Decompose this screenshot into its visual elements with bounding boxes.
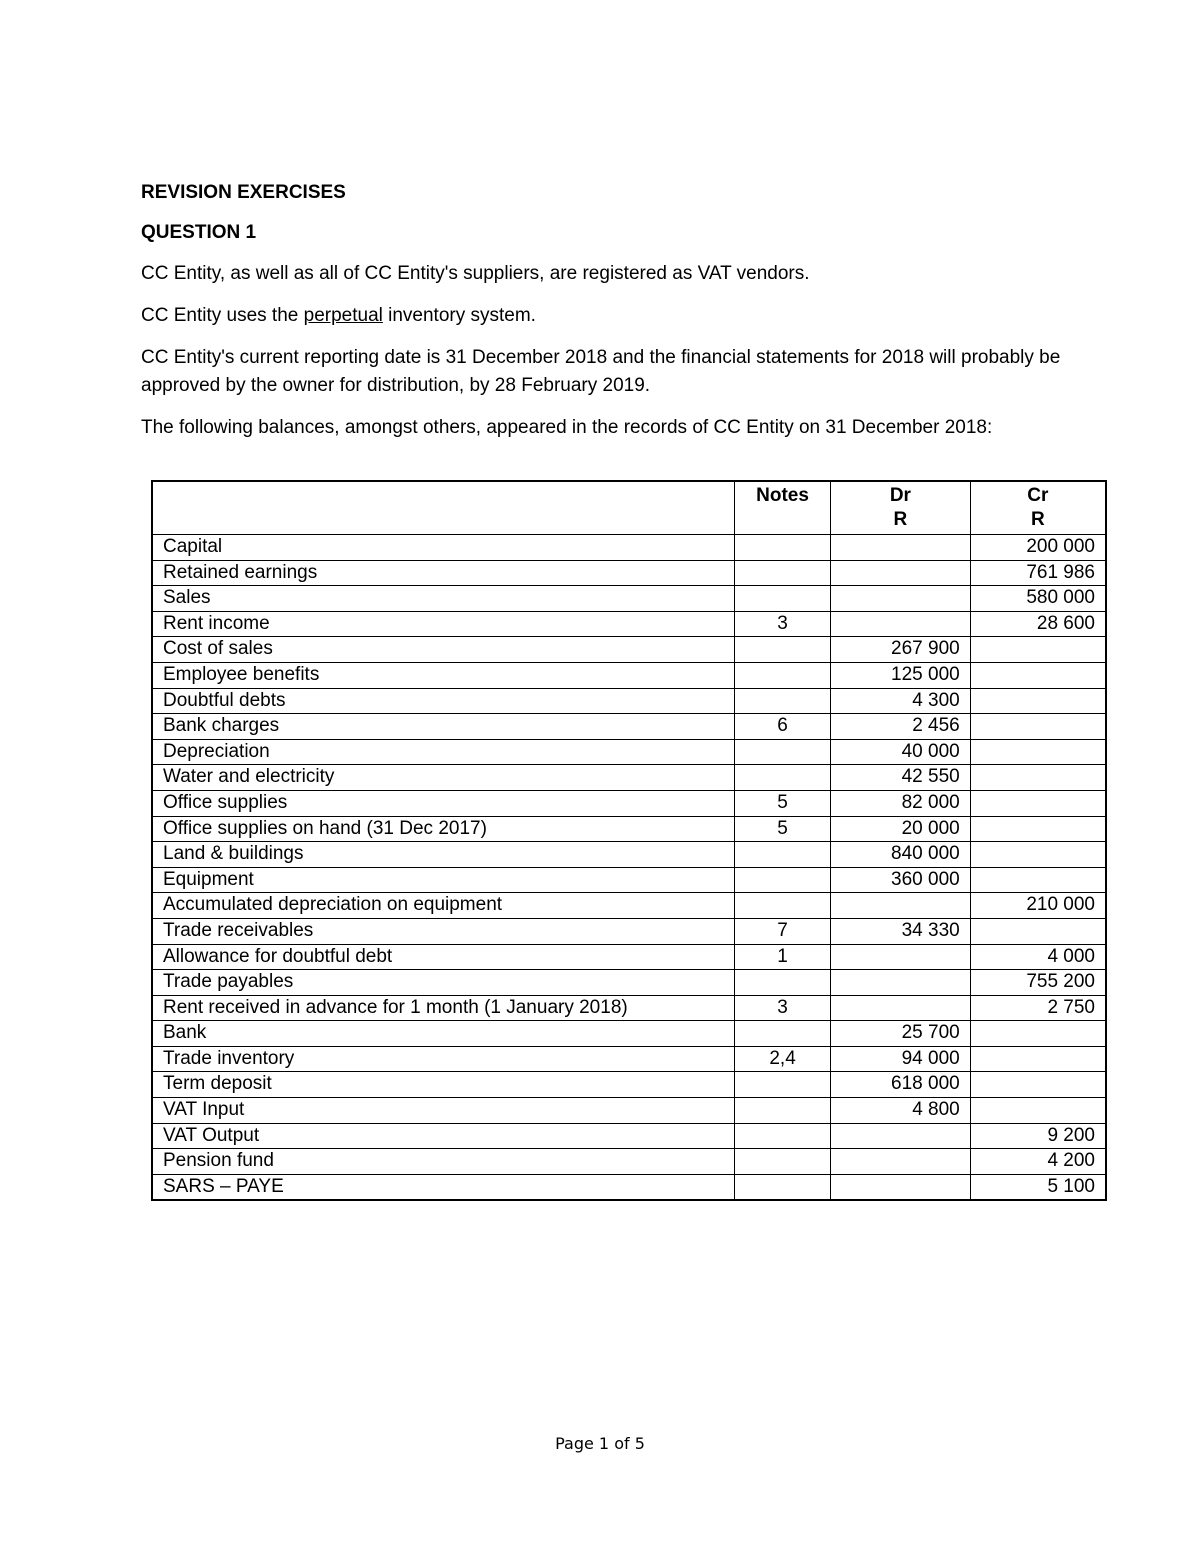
cell-cr — [970, 1072, 1106, 1098]
table-row — [152, 739, 1106, 765]
cell-cr: 761 986 — [970, 560, 1106, 586]
cell-cr: 4 200 — [970, 1149, 1106, 1175]
cell-cr — [970, 842, 1106, 868]
table-row — [152, 816, 1106, 842]
cell-notes — [735, 867, 831, 893]
cell-description: Accumulated depreciation on equipment — [152, 893, 735, 919]
cell-cr: 5 100 — [970, 1174, 1106, 1200]
cell-description: Bank — [152, 1021, 735, 1047]
table-row — [152, 1149, 1106, 1175]
cell-dr: 125 000 — [831, 662, 971, 688]
table-row — [152, 662, 1106, 688]
paragraph-text: CC Entity uses the — [141, 305, 304, 326]
cell-cr — [970, 714, 1106, 740]
cell-dr: 20 000 — [831, 816, 971, 842]
cell-dr — [831, 970, 971, 996]
cell-description: Land & buildings — [152, 842, 735, 868]
cell-notes — [735, 970, 831, 996]
cell-cr: 200 000 — [970, 535, 1106, 561]
paragraph-vat-vendors: CC Entity, as well as all of CC Entity's suppliers, are registered as VAT vendors. — [141, 263, 810, 284]
cell-cr — [970, 662, 1106, 688]
cell-cr — [970, 790, 1106, 816]
cell-notes: 3 — [735, 611, 831, 637]
cell-notes: 5 — [735, 816, 831, 842]
cell-cr — [970, 739, 1106, 765]
table-row — [152, 765, 1106, 791]
cell-cr — [970, 1021, 1106, 1047]
cell-cr — [970, 1046, 1106, 1072]
table-row — [152, 867, 1106, 893]
cell-dr — [831, 893, 971, 919]
table-body — [152, 535, 1106, 1201]
paragraph-inventory-system — [141, 302, 1071, 330]
cell-description: Cost of sales — [152, 637, 735, 663]
cell-notes — [735, 662, 831, 688]
header-description — [152, 481, 735, 535]
cell-notes — [735, 1149, 831, 1175]
cell-dr: 618 000 — [831, 1072, 971, 1098]
cell-dr: 360 000 — [831, 867, 971, 893]
table-row — [152, 637, 1106, 663]
table-row — [152, 1123, 1106, 1149]
cell-dr — [831, 995, 971, 1021]
cell-dr: 2 456 — [831, 714, 971, 740]
cell-description: Depreciation — [152, 739, 735, 765]
cell-notes: 6 — [735, 714, 831, 740]
table-row — [152, 995, 1106, 1021]
table-row — [152, 970, 1106, 996]
table-row — [152, 560, 1106, 586]
cell-notes: 2,4 — [735, 1046, 831, 1072]
cell-description: Office supplies — [152, 790, 735, 816]
table-row — [152, 1072, 1106, 1098]
header-cr-unit: R — [1031, 509, 1045, 530]
cell-description: Allowance for doubtful debt — [152, 944, 735, 970]
cell-description: Sales — [152, 586, 735, 612]
cell-description: Retained earnings — [152, 560, 735, 586]
cell-cr: 2 750 — [970, 995, 1106, 1021]
cell-cr — [970, 918, 1106, 944]
cell-cr — [970, 816, 1106, 842]
header-cr — [970, 481, 1106, 535]
cell-notes — [735, 1021, 831, 1047]
header-dr-unit: R — [893, 509, 908, 530]
table-header-row — [152, 481, 1106, 535]
cell-dr: 42 550 — [831, 765, 971, 791]
page-footer: Page 1 of 5 — [555, 1434, 645, 1453]
cell-notes — [735, 1098, 831, 1124]
paragraph-text: inventory system. — [382, 305, 536, 326]
balances-table — [151, 480, 1107, 1201]
document-body — [141, 180, 1071, 456]
cell-description: Employee benefits — [152, 662, 735, 688]
cell-description: VAT Output — [152, 1123, 735, 1149]
cell-notes: 1 — [735, 944, 831, 970]
table-row — [152, 944, 1106, 970]
cell-dr: 94 000 — [831, 1046, 971, 1072]
cell-cr — [970, 637, 1106, 663]
document-title: REVISION EXERCISES — [141, 182, 346, 203]
cell-notes: 3 — [735, 995, 831, 1021]
cell-notes — [735, 535, 831, 561]
table-row — [152, 714, 1106, 740]
cell-description: Doubtful debts — [152, 688, 735, 714]
cell-description: Trade payables — [152, 970, 735, 996]
header-dr — [831, 481, 971, 535]
table-row — [152, 790, 1106, 816]
cell-notes — [735, 1123, 831, 1149]
cell-dr: 4 300 — [831, 688, 971, 714]
underlined-term: perpetual — [303, 305, 383, 326]
cell-dr — [831, 611, 971, 637]
cell-cr: 9 200 — [970, 1123, 1106, 1149]
table-row — [152, 535, 1106, 561]
cell-description: VAT Input — [152, 1098, 735, 1124]
question-heading: QUESTION 1 — [141, 222, 257, 243]
cell-dr — [831, 1149, 971, 1175]
cell-notes — [735, 765, 831, 791]
cell-dr — [831, 560, 971, 586]
cell-description: Term deposit — [152, 1072, 735, 1098]
cell-description: Equipment — [152, 867, 735, 893]
cell-notes — [735, 1072, 831, 1098]
cell-notes — [735, 560, 831, 586]
cell-description: Capital — [152, 535, 735, 561]
cell-description: SARS – PAYE — [152, 1174, 735, 1200]
table-row — [152, 1098, 1106, 1124]
cell-notes — [735, 1174, 831, 1200]
cell-cr: 4 000 — [970, 944, 1106, 970]
table-row — [152, 893, 1106, 919]
cell-dr — [831, 1123, 971, 1149]
table-row — [152, 688, 1106, 714]
cell-notes — [735, 637, 831, 663]
cell-cr — [970, 867, 1106, 893]
cell-description: Water and electricity — [152, 765, 735, 791]
paragraph-reporting-date: CC Entity's current reporting date is 31 December 2018 and the financial statements for 2018 will probably be approved by the owner for distribution, by 28 February 2019. — [141, 347, 1061, 396]
cell-cr: 210 000 — [970, 893, 1106, 919]
cell-dr: 267 900 — [831, 637, 971, 663]
header-cr-label: Cr — [1027, 485, 1049, 506]
paragraph-balances-intro: The following balances, amongst others, appeared in the records of CC Entity on 31 December 2018: — [141, 417, 993, 438]
cell-dr: 40 000 — [831, 739, 971, 765]
cell-dr — [831, 1174, 971, 1200]
cell-notes — [735, 739, 831, 765]
cell-description: Bank charges — [152, 714, 735, 740]
cell-notes — [735, 586, 831, 612]
cell-notes — [735, 688, 831, 714]
cell-description: Trade inventory — [152, 1046, 735, 1072]
cell-dr — [831, 944, 971, 970]
cell-notes: 7 — [735, 918, 831, 944]
cell-cr: 755 200 — [970, 970, 1106, 996]
cell-dr: 840 000 — [831, 842, 971, 868]
cell-cr — [970, 765, 1106, 791]
cell-notes: 5 — [735, 790, 831, 816]
cell-description: Trade receivables — [152, 918, 735, 944]
cell-description: Office supplies on hand (31 Dec 2017) — [152, 816, 735, 842]
table-row — [152, 1174, 1106, 1200]
cell-dr — [831, 586, 971, 612]
cell-cr — [970, 1098, 1106, 1124]
header-dr-label: Dr — [889, 485, 911, 506]
table-row — [152, 1046, 1106, 1072]
cell-dr — [831, 535, 971, 561]
cell-cr — [970, 688, 1106, 714]
table-row — [152, 611, 1106, 637]
header-notes: Notes — [735, 481, 831, 535]
cell-dr: 25 700 — [831, 1021, 971, 1047]
table-row — [152, 842, 1106, 868]
table-row — [152, 1021, 1106, 1047]
cell-description: Pension fund — [152, 1149, 735, 1175]
cell-dr: 34 330 — [831, 918, 971, 944]
cell-cr: 28 600 — [970, 611, 1106, 637]
cell-notes — [735, 893, 831, 919]
table-row — [152, 918, 1106, 944]
cell-dr: 82 000 — [831, 790, 971, 816]
cell-description: Rent income — [152, 611, 735, 637]
cell-cr: 580 000 — [970, 586, 1106, 612]
table-row — [152, 586, 1106, 612]
cell-notes — [735, 842, 831, 868]
cell-dr: 4 800 — [831, 1098, 971, 1124]
cell-description: Rent received in advance for 1 month (1 January 2018) — [152, 995, 735, 1021]
